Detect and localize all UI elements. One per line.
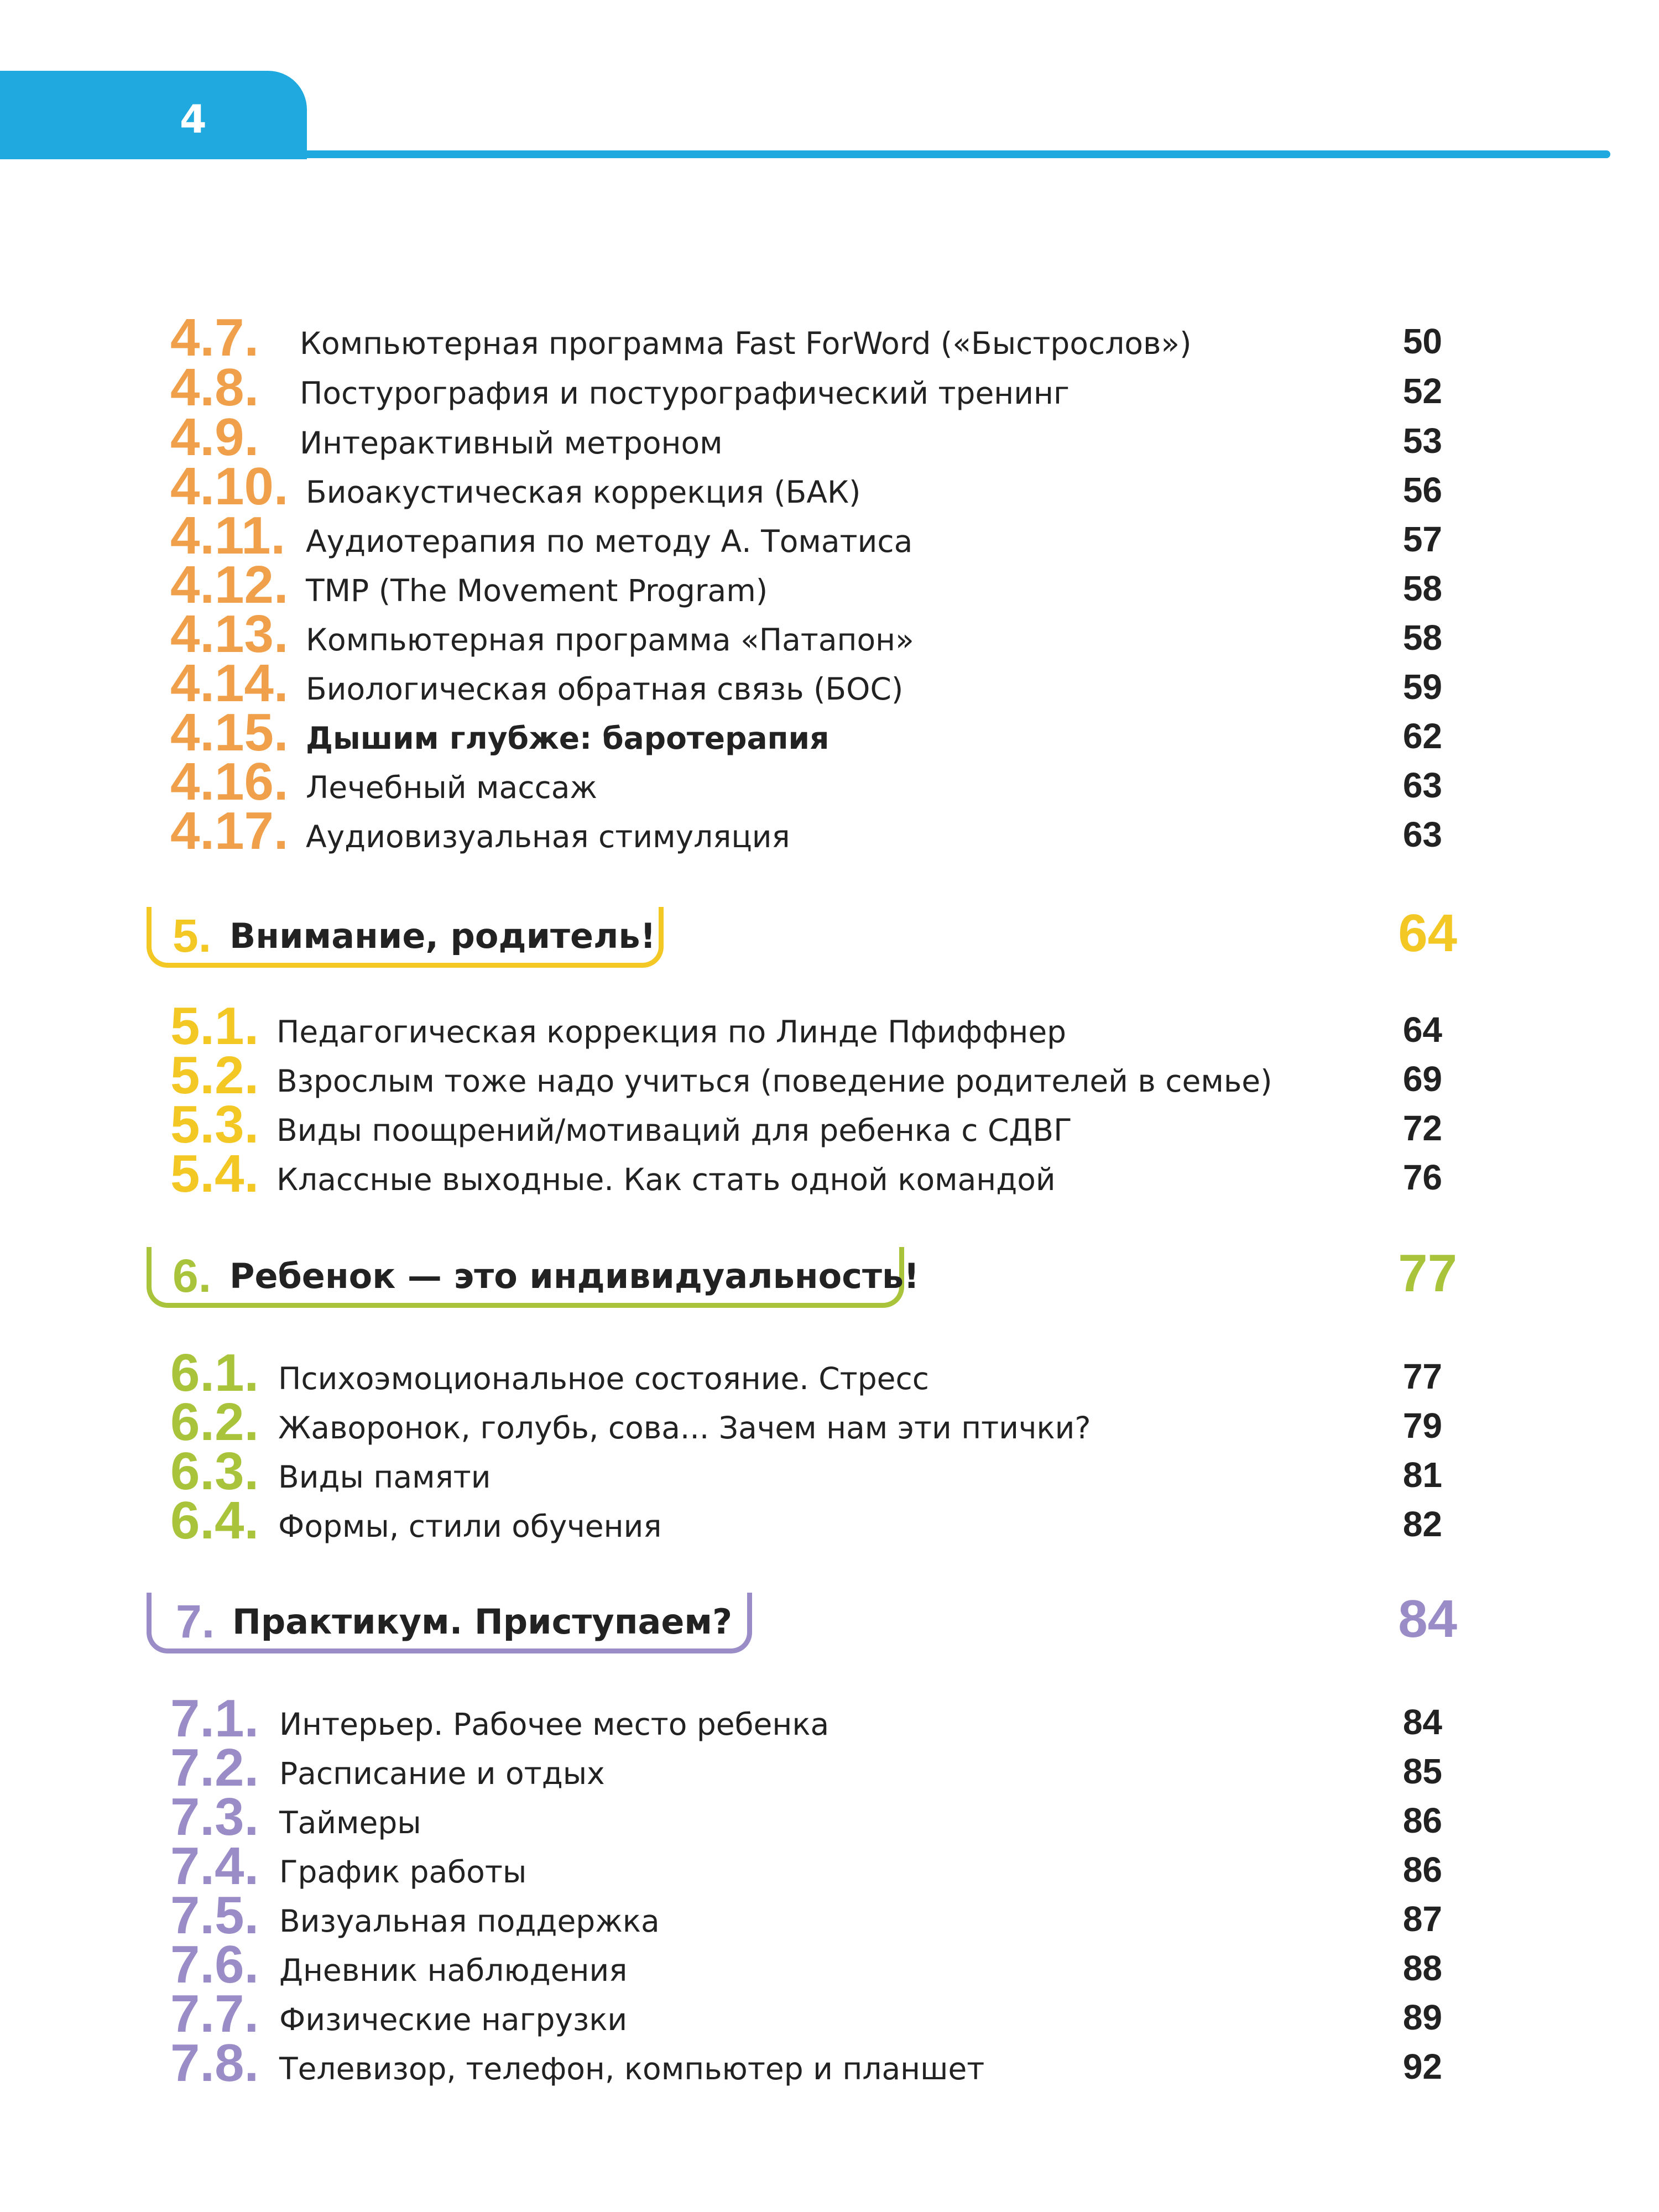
chapter-title: Практикум. Приступаем? — [232, 1601, 733, 1642]
chapter-page: 77 — [1398, 1244, 1457, 1303]
entry-title: Педагогическая коррекция по Линде Пфиффнер — [276, 1014, 1067, 1050]
entry-page: 56 — [1402, 470, 1442, 510]
entry-number: 7.3. — [170, 1787, 259, 1846]
entry-page: 58 — [1402, 568, 1442, 608]
entry-title: Биологическая обратная связь (БОС) — [306, 671, 904, 707]
entry-number: 4.10. — [170, 457, 289, 516]
entry-number: 5.2. — [170, 1046, 259, 1105]
entry-page: 57 — [1402, 519, 1442, 559]
entry-title: График работы — [279, 1854, 527, 1890]
entry-title: Формы, стили обучения — [278, 1509, 662, 1544]
entry-title: Классные выходные. Как стать одной командой — [276, 1162, 1056, 1197]
entry-number: 4.7. — [170, 308, 259, 367]
entry-number: 5.1. — [170, 997, 259, 1056]
entry-page: 88 — [1402, 1948, 1442, 1988]
chapter-title: Внимание, родитель! — [229, 916, 656, 956]
entry-page: 89 — [1402, 1997, 1442, 2037]
entry-number: 4.16. — [170, 752, 289, 811]
page-number: 4 — [180, 97, 207, 142]
entry-title: Дышим глубже: баротерапия — [306, 721, 830, 756]
chapter-title: Ребенок — это индивидуальность! — [229, 1256, 920, 1296]
entry-number: 5.3. — [170, 1095, 259, 1154]
entry-page: 86 — [1402, 1850, 1442, 1890]
entry-page: 63 — [1402, 765, 1442, 805]
entry-page: 77 — [1402, 1357, 1442, 1396]
entry-number: 7.5. — [170, 1886, 259, 1945]
entry-number: 7.2. — [170, 1738, 259, 1797]
entry-number: 7.7. — [170, 1984, 259, 2043]
entry-title: Жаворонок, голубь, сова... Зачем нам эти птички? — [278, 1410, 1091, 1446]
entry-page: 53 — [1402, 421, 1442, 461]
entry-title: Компьютерная программа Fast ForWord («Быстрослов») — [300, 326, 1192, 361]
entry-title: Психоэмоциональное состояние. Стресс — [278, 1361, 929, 1396]
chapter-number: 6. — [173, 1250, 212, 1302]
entry-page: 86 — [1402, 1801, 1442, 1840]
chapter-heading-7 — [0, 1589, 1659, 1670]
entry-page: 87 — [1402, 1899, 1442, 1939]
entry-title: Телевизор, телефон, компьютер и планшет — [279, 2051, 985, 2086]
entry-title: Постурография и постурографический тренинг — [300, 375, 1070, 411]
toc-entry-5-4 — [0, 1144, 1659, 1203]
entry-title: Виды поощрений/мотиваций для ребенка с СДВГ — [276, 1113, 1072, 1148]
entry-number: 7.1. — [170, 1689, 259, 1748]
entry-title: Компьютерная программа «Патапон» — [306, 622, 914, 658]
entry-number: 4.8. — [170, 358, 259, 417]
entry-page: 59 — [1402, 667, 1442, 707]
entry-title: TMP (The Movement Program) — [306, 573, 768, 608]
entry-number: 6.2. — [170, 1392, 259, 1452]
chapter-page: 64 — [1398, 904, 1457, 963]
entry-title: Расписание и отдых — [279, 1756, 605, 1791]
entry-number: 7.8. — [170, 2033, 259, 2093]
entry-number: 7.4. — [170, 1837, 259, 1896]
entry-number: 4.9. — [170, 408, 259, 467]
entry-number: 7.6. — [170, 1935, 259, 1994]
entry-page: 64 — [1402, 1010, 1442, 1050]
entry-number: 4.15. — [170, 703, 289, 762]
header-rule — [0, 150, 1610, 158]
entry-number: 4.17. — [170, 801, 289, 860]
entry-title: Биоакустическая коррекция (БАК) — [306, 474, 861, 510]
entry-title: Интерактивный метроном — [300, 425, 723, 461]
chapter-heading-6 — [0, 1244, 1659, 1324]
entry-number: 4.14. — [170, 654, 289, 713]
entry-page: 81 — [1402, 1455, 1442, 1495]
entry-title: Физические нагрузки — [279, 2002, 628, 2037]
toc-entry-6-4 — [0, 1491, 1659, 1550]
entry-number: 4.13. — [170, 604, 289, 664]
entry-title: Виды памяти — [278, 1459, 491, 1495]
entry-number: 6.3. — [170, 1442, 259, 1501]
entry-title: Аудиовизуальная стимуляция — [306, 819, 790, 854]
entry-page: 52 — [1402, 371, 1442, 411]
entry-page: 76 — [1402, 1157, 1442, 1197]
entry-number: 4.11. — [170, 506, 286, 565]
chapter-heading-5 — [0, 904, 1659, 984]
entry-number: 6.4. — [170, 1491, 259, 1550]
chapter-page: 84 — [1398, 1589, 1457, 1648]
chapter-number: 7. — [176, 1595, 215, 1647]
chapter-number: 5. — [173, 910, 212, 962]
entry-title: Интерьер. Рабочее место ребенка — [279, 1707, 830, 1742]
entry-title: Дневник наблюдения — [279, 1953, 628, 1988]
entry-title: Аудиотерапия по методу А. Томатиса — [306, 524, 913, 559]
toc-entry-7-8 — [0, 2033, 1659, 2093]
entry-page: 72 — [1402, 1108, 1442, 1148]
entry-page: 85 — [1402, 1751, 1442, 1791]
entry-number: 6.1. — [170, 1343, 259, 1402]
entry-page: 79 — [1402, 1406, 1442, 1446]
entry-page: 69 — [1402, 1059, 1442, 1099]
entry-title: Взрослым тоже надо учиться (поведение родителей в семье) — [276, 1063, 1272, 1099]
entry-page: 62 — [1402, 716, 1442, 756]
entry-page: 58 — [1402, 618, 1442, 658]
entry-page: 50 — [1402, 321, 1442, 361]
toc-entry-4-17 — [0, 801, 1659, 860]
entry-title: Лечебный массаж — [306, 770, 597, 805]
entry-number: 4.12. — [170, 555, 289, 614]
entry-title: Таймеры — [279, 1805, 421, 1840]
entry-page: 92 — [1402, 2047, 1442, 2086]
entry-page: 84 — [1402, 1702, 1442, 1742]
page-number-tab — [0, 71, 307, 159]
entry-title: Визуальная поддержка — [279, 1903, 660, 1939]
entry-number: 5.4. — [170, 1144, 259, 1203]
entry-page: 63 — [1402, 815, 1442, 854]
entry-page: 82 — [1402, 1504, 1442, 1544]
